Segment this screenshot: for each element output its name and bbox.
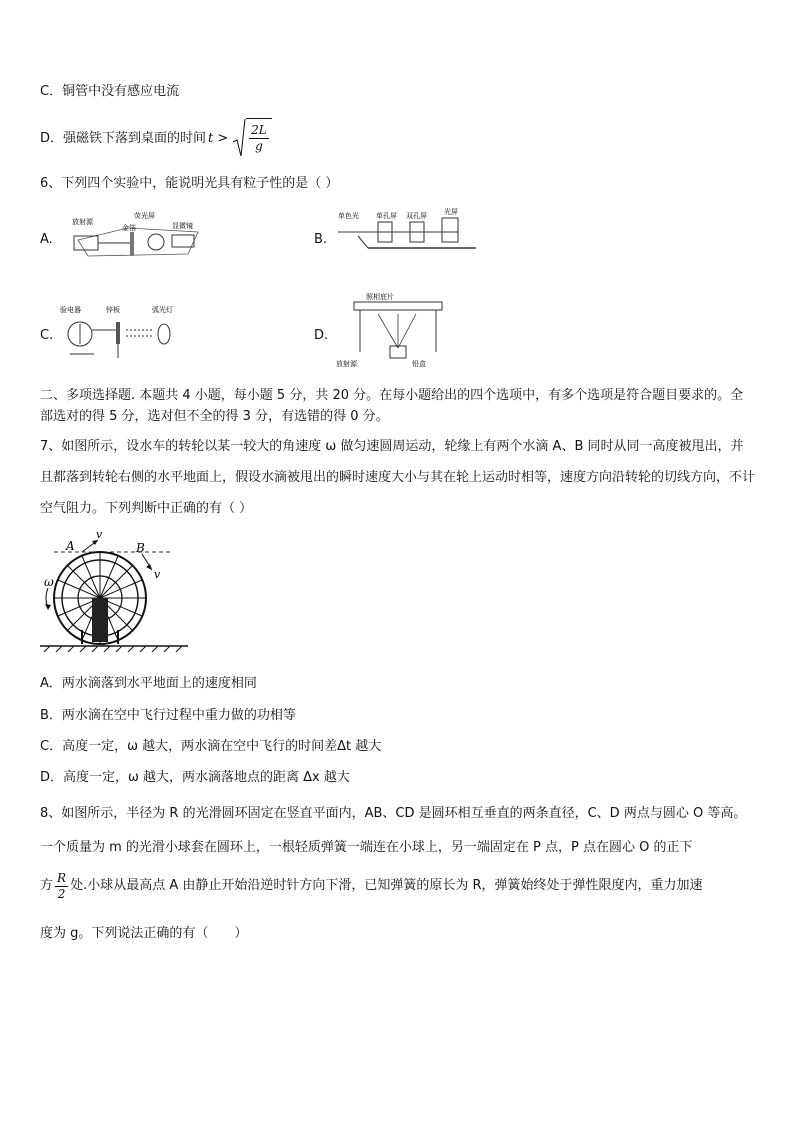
q6-option-a-label: A. [40, 232, 53, 247]
q8-stem-part3: 度为 g。下列说法正确的有（ ） [40, 926, 248, 941]
q6-option-d-label: D. [314, 328, 329, 343]
q6-figure-d [336, 290, 458, 368]
q6-fig-d-label-1: 放射源 [336, 360, 357, 368]
q6-figure-a [68, 210, 210, 265]
q6-stem: 6、下列四个实验中，能说明光具有粒子性的是（ ） [40, 176, 339, 191]
sqrt-sign-icon [232, 118, 246, 158]
q8-fraction [55, 871, 68, 902]
q7-option-d: D．高度一定，ω 越大，两水滴落地点的距离 Δx 越大 [40, 770, 350, 785]
q7-fig-label-a: A [66, 539, 75, 553]
q5-option-d-sqrt [232, 118, 272, 159]
q6-fig-a-label-0: 放射源 [72, 218, 93, 226]
q6-fig-a-label-3: 显微镜 [172, 222, 193, 230]
q6-fig-a-label-2: 金箔 [122, 224, 136, 232]
q7-option-b: B．两水滴在空中飞行过程中重力做的功相等 [40, 708, 296, 723]
q7-option-a: A．两水滴落到水平地面上的速度相同 [40, 676, 257, 691]
q7-fig-label-v2: v [154, 568, 161, 581]
q6-fig-b-label-2: 双孔屏 [406, 212, 427, 220]
q8-fraction-numerator: R [57, 870, 67, 885]
q7-fig-label-omega: ω [44, 575, 54, 589]
q7-waterwheel-figure [40, 526, 190, 654]
q6-fig-a-label-1: 荧光屏 [134, 212, 155, 220]
q6-figure-b [338, 208, 478, 258]
q8-stem-part2-pre: 方 [40, 878, 54, 893]
q5-option-d-numerator: 2L [251, 123, 267, 137]
q8-fraction-denominator: 2 [57, 886, 66, 901]
q8-stem-part1: 8、如图所示，半径为 R 的光滑圆环固定在竖直平面内，AB、CD 是圆环相互垂直的两条直径，C、D 两点与圆心 O 等高。一个质量为 m 的光滑小球套在圆环上，一根轻质弹簧一端连在小球上，另一端固定在 P 点，P 点在圆心 O 的正下 [40, 806, 747, 855]
q6-fig-c-label-1: 锌板 [106, 306, 120, 314]
q6-fig-b-label-0: 单色光 [338, 212, 359, 220]
q8-stem-part2-post: 处.小球从最高点 A 由静止开始沿逆时针方向下滑，已知弹簧的原长为 R，弹簧始终处于弹性限度内，重力加速 [70, 878, 703, 893]
q6-option-c-label: C. [40, 328, 54, 343]
q6-fig-b-label-3: 光屏 [444, 208, 458, 216]
q5-option-d-denominator: g [255, 139, 263, 153]
q6-fig-c-label-2: 弧光灯 [152, 306, 173, 314]
q6-option-b-label: B. [314, 232, 328, 247]
q7-option-c: C．高度一定，ω 越大，两水滴在空中飞行的时间差Δt 越大 [40, 739, 382, 754]
q8-stem-part2 [40, 866, 703, 906]
q5-option-d [40, 118, 272, 159]
q7-stem: 7、如图所示，设水车的转轮以某一较大的角速度 ω 做匀速圆周运动，轮缘上有两个水滴 A、B 同时从同一高度被甩出，并且都落到转轮右侧的水平地面上，假设水滴被甩出的瞬时速度大小与其在轮上运动时相等，速度方向沿转轮的切线方向，不计空气阻力。下列判断中正确的有（ ） [40, 439, 756, 516]
q6-figure-c [60, 300, 192, 362]
q6-fig-b-label-1: 单孔屏 [376, 212, 397, 220]
q7-fig-label-v1: v [96, 528, 103, 541]
q7-fig-label-b: B [136, 541, 145, 555]
q5-option-d-text: D．强磁铁下落到桌面的时间 [40, 130, 207, 146]
q6-fig-c-label-0: 验电器 [60, 306, 81, 314]
q5-option-c: C．铜管中没有感应电流 [40, 84, 180, 99]
q6-fig-d-label-0: 照相底片 [366, 293, 394, 301]
section-2-heading: 二、多项选择题. 本题共 4 小题，每小题 5 分，共 20 分。在每小题给出的四个选项中，有多个选项是符合题目要求的。全部选对的得 5 分，选对但不全的得 3 分，有选错的得 0 分。 [40, 388, 744, 424]
q5-option-d-var: t [208, 130, 214, 146]
q5-option-d-gt: > [217, 130, 229, 146]
q6-fig-d-label-2: 铅盒 [412, 360, 426, 368]
